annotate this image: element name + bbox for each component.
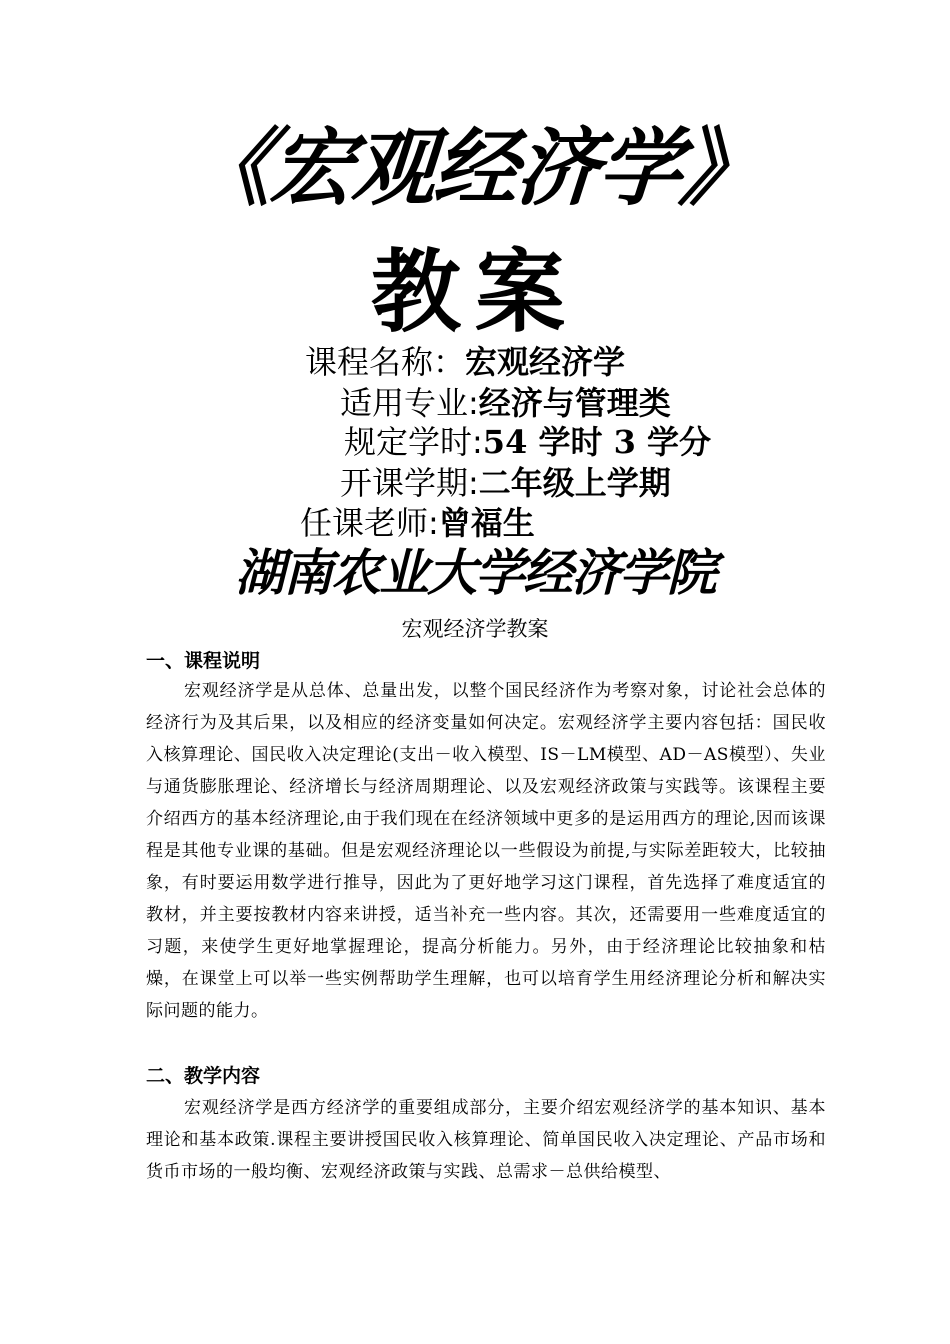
semester-field — [340, 463, 671, 503]
hours-value: 54 学时 3 学分 — [482, 423, 712, 461]
section-paragraph-course-description: 宏观经济学是从总体、总量出发，以整个国民经济作为考察对象，讨论社会总体的经济行为及其后果，以及相应的经济变量如何决定。宏观经济学主要内容包括：国民收入核算理论、国民收入决定理论(支出－收入模型、IS－LM模型、AD－AS模型）、失业与通货膨胀理论、经济增长与经济周期理论、以及宏观经济政策与实践等。该课程主要介绍西方的基本经济理论,由于我们现在在经济领域中更多的是运用西方的理论,因而该课程是其他专业课的基础。但是宏观经济理论以一些假设为前提,与实际差距较大，比较抽象，有时要运用数学进行推导，因此为了更好地学习这门课程，首先选择了难度适宜的教材，并主要按教材内容来讲授，适当补充一些内容。其次，还需要用一些难度适宜的习题，来使学生更好地掌握理论，提高分析能力。另外，由于经济理论比较抽象和枯燥，在课堂上可以举一些实例帮助学生理解，也可以培育学生用经济理论分析和解决实际问题的能力。 — [146, 681, 826, 1021]
college-name: 湖南农业大学经济学院 — [235, 544, 715, 602]
hours-field — [344, 422, 711, 462]
document-title: 宏观经济学教案 — [401, 617, 549, 641]
major-field — [340, 383, 671, 423]
major-value: 经济与管理类 — [478, 384, 671, 422]
teacher-field — [300, 503, 535, 543]
cover-title: 《宏观经济学》 — [184, 119, 766, 217]
teacher-label: 任课老师: — [300, 504, 439, 542]
semester-value: 二年级上学期 — [478, 464, 671, 502]
teacher-value: 曾福生 — [438, 504, 535, 542]
section-heading-teaching-content: 二、教学内容 — [146, 1065, 261, 1087]
cover-subtitle: 教案 — [371, 240, 579, 345]
section-paragraph-teaching-content: 宏观经济学是西方经济学的重要组成部分，主要介绍宏观经济学的基本知识、基本理论和基本政策.课程主要讲授国民收入核算理论、简单国民收入决定理论、产品市场和货币市场的一般均衡、宏观经济政策与实践、总需求－总供给模型、 — [146, 1098, 826, 1182]
section-heading-course-description: 一、课程说明 — [146, 650, 261, 672]
semester-label: 开课学期: — [340, 464, 479, 502]
major-label: 适用专业: — [340, 384, 479, 422]
course-name-field — [305, 342, 625, 382]
course-name-value: 宏观经济学 — [465, 343, 626, 381]
course-name-label: 课程名称： — [305, 343, 466, 381]
hours-label: 规定学时: — [344, 423, 483, 461]
